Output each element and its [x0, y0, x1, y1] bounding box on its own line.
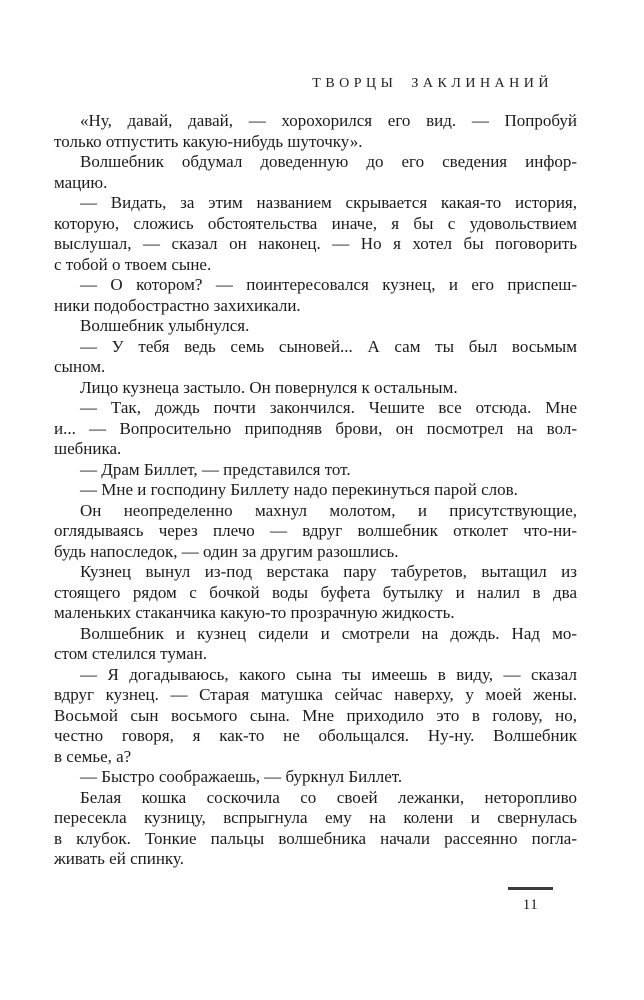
text-line: вдруг кузнец. — Старая матушка сейчас наверху, у моей жены.: [54, 685, 577, 704]
text-line: в семье, а?: [54, 746, 132, 766]
text-line: маленьких стаканчика какую-то прозрачную жидкость.: [54, 603, 455, 622]
running-head: ТВОРЦЫ ЗАКЛИНАНИЙ: [312, 76, 553, 91]
text-line: стом стелился туман.: [54, 644, 208, 663]
paragraph: [54, 398, 577, 460]
text-line: пересекла кузницу, вспрыгнула ему на колени и свернулась: [54, 808, 577, 827]
paragraph: [54, 378, 577, 399]
page-body: [54, 111, 577, 870]
page-number: 11: [522, 896, 539, 913]
text-line: Лицо кузнеца застыло. Он повернулся к остальным.: [80, 377, 458, 397]
paragraph: [54, 111, 577, 152]
text-line: шебника.: [54, 439, 122, 458]
paragraph: [54, 624, 577, 665]
text-line: — Мне и господину Биллету надо перекинуться парой слов.: [80, 480, 518, 499]
text-line: — Быстро соображаешь, — буркнул Биллет.: [80, 767, 403, 786]
text-line: Он неопределенно махнул молотом, и присутствующие,: [80, 500, 577, 520]
text-line: — Драм Биллет, — представился тот.: [80, 459, 351, 479]
text-line: выслушал, — сказал он наконец. — Но я хотел бы поговорить: [54, 234, 577, 253]
text-line: мацию.: [54, 172, 108, 192]
paragraph: [54, 665, 577, 768]
text-line: Восьмой сын восьмого сына. Мне приходило это в голову, но,: [54, 705, 577, 725]
paragraph: [54, 460, 577, 481]
text-line: с тобой о твоем сыне.: [54, 254, 212, 274]
text-line: и... — Вопросительно приподняв брови, он посмотрел на вол-: [54, 418, 577, 438]
paragraph: [54, 788, 577, 870]
text-line: честно говоря, я как-то не обольщался. Ну-ну. Волшебник: [54, 726, 577, 745]
text-line: Белая кошка соскочила со своей лежанки, неторопливо: [80, 787, 577, 807]
paragraph: [54, 480, 577, 501]
text-line: оглядываясь через плечо — вдруг волшебник отколет что-ни-: [54, 521, 577, 540]
text-line: Волшебник и кузнец сидели и смотрели на дождь. Над мо-: [80, 623, 577, 643]
text-line: живать ей спинку.: [54, 849, 184, 868]
paragraph: [54, 767, 577, 788]
paragraph: [54, 275, 577, 316]
paragraph: [54, 316, 577, 337]
text-line: которую, сложись обстоятельства иначе, я бы с удовольствием: [54, 213, 577, 233]
text-line: «Ну, давай, давай, — хорохорился его вид. — Попробуй: [80, 111, 577, 130]
folio-block: [508, 887, 553, 914]
text-line: только отпустить какую-нибудь шуточку».: [54, 131, 363, 151]
text-line: — О котором? — поинтересовался кузнец, и его приспеш-: [80, 275, 577, 294]
paragraph: [54, 501, 577, 563]
text-line: будь напоследок, — один за другим разошлись.: [54, 541, 399, 561]
text-line: — Так, дождь почти закончился. Чешите все отсюда. Мне: [80, 398, 577, 417]
text-line: в клубок. Тонкие пальцы волшебника начали рассеянно погла-: [54, 828, 577, 848]
paragraph: [54, 337, 577, 378]
footer-rule: [508, 887, 553, 890]
text-line: сыном.: [54, 357, 106, 376]
text-line: — Видать, за этим названием скрывается какая-то история,: [80, 193, 577, 212]
paragraph: [54, 193, 577, 275]
text-line: Волшебник улыбнулся.: [80, 316, 250, 335]
text-line: стоящего рядом с бочкой воды буфета бутылку и налил в два: [54, 582, 577, 602]
text-line: Кузнец вынул из-под верстака пару табуретов, вытащил из: [80, 562, 577, 581]
paragraph: [54, 152, 577, 193]
text-line: — Я догадываюсь, какого сына ты имеешь в виду, — сказал: [80, 664, 577, 684]
text-line: ники подобострастно захихикали.: [54, 295, 301, 315]
text-line: Волшебник обдумал доведенную до его сведения инфор-: [80, 152, 577, 171]
text-line: — У тебя ведь семь сыновей... А сам ты был восьмым: [80, 336, 577, 356]
paragraph: [54, 562, 577, 624]
